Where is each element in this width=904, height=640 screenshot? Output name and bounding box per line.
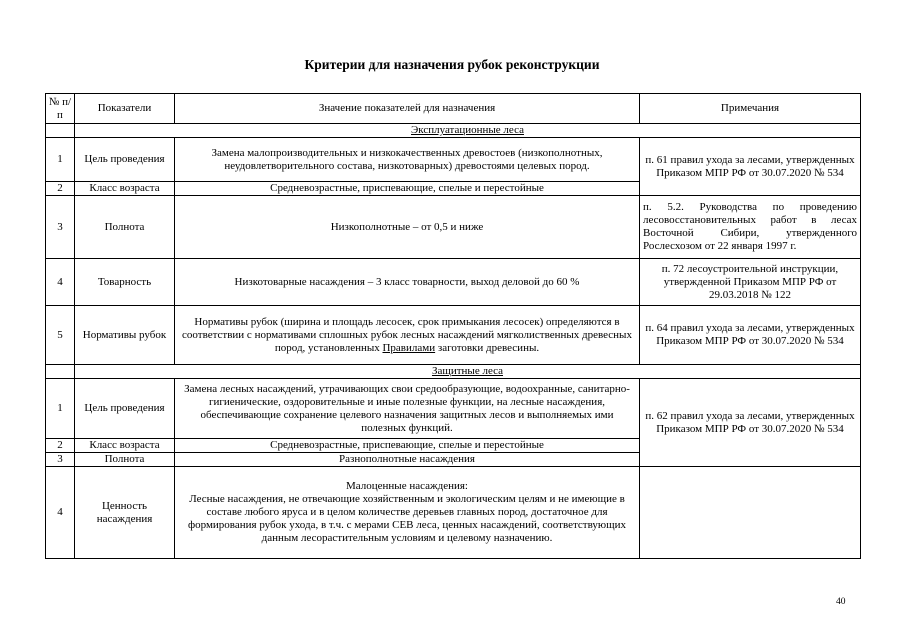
- row-indicator: Класс возраста: [75, 439, 175, 453]
- row-indicator: Цель проведения: [75, 379, 175, 439]
- row-num: 1: [46, 379, 75, 439]
- criteria-table: [45, 93, 861, 559]
- table-header-row: [46, 94, 861, 124]
- row-notes: п. 72 лесоустроительной инструкции, утвержденной Приказом МПР РФ от 29.03.2018 № 122: [640, 259, 861, 306]
- row-num: 5: [46, 306, 75, 365]
- table-row: [46, 259, 861, 306]
- section-row: [46, 365, 861, 379]
- table-row: [46, 196, 861, 259]
- row-value: Разнополнотные насаждения: [175, 453, 640, 467]
- row-num: 4: [46, 467, 75, 559]
- row-num: 1: [46, 138, 75, 182]
- row-notes-empty: [640, 467, 861, 559]
- value-text: Нормативы рубок (ширина и площадь лесосек, срок примыкания лесосек) определяются в соответствии с нормативами сплошных рубок лесных насаждений мягколиственных древесных пород, установленных: [182, 315, 632, 354]
- row-value: Замена малопроизводительных и низкокачественных древостоев (низкополнотных, неудовлетворительного состава, низкотоварных) древостоями целевых пород.: [175, 138, 640, 182]
- row-value: [175, 467, 640, 559]
- header-notes: Примечания: [640, 94, 861, 124]
- table-row: [46, 379, 861, 439]
- header-value: Значение показателей для назначения: [175, 94, 640, 124]
- header-num: № п/п: [46, 94, 75, 124]
- row-indicator: Нормативы рубок: [75, 306, 175, 365]
- row-value: Низкотоварные насаждения – 3 класс товарности, выход деловой до 60 %: [175, 259, 640, 306]
- section-title: Эксплуатационные леса: [75, 124, 861, 138]
- row-value: Замена лесных насаждений, утрачивающих свои средообразующие, водоохранные, санитарно-гигиенические, оздоровительные и иные полезные функции, на лесные насаждения, обеспечивающие сохранение целевого назначения защитных лесов и выполняемых ими полезных функций.: [175, 379, 640, 439]
- row-value: [175, 306, 640, 365]
- table-row: [46, 306, 861, 365]
- header-indicator: Показатели: [75, 94, 175, 124]
- row-num: 4: [46, 259, 75, 306]
- row-notes: п. 64 правил ухода за лесами, утвержденных Приказом МПР РФ от 30.07.2020 № 534: [640, 306, 861, 365]
- row-indicator: Полнота: [75, 196, 175, 259]
- value-heading: Малоценные насаждения:: [346, 480, 468, 492]
- section-title: Защитные леса: [75, 365, 861, 379]
- row-indicator: Полнота: [75, 453, 175, 467]
- page-number: 40: [836, 597, 846, 607]
- row-indicator: Цель проведения: [75, 138, 175, 182]
- row-value: Низкополнотные – от 0,5 и ниже: [175, 196, 640, 259]
- row-indicator: Ценность насаждения: [75, 467, 175, 559]
- row-value: Средневозрастные, приспевающие, спелые и перестойные: [175, 439, 640, 453]
- row-notes: п. 5.2. Руководства по проведению лесовосстановительных работ в лесах Восточной Сибири, утвержденного Рослесхозом от 22 января 1997 г.: [640, 196, 861, 259]
- section-row: [46, 124, 861, 138]
- row-notes: п. 62 правил ухода за лесами, утвержденных Приказом МПР РФ от 30.07.2020 № 534: [640, 379, 861, 467]
- page-title: Критерии для назначения рубок реконструкции: [304, 57, 600, 72]
- table-row: [46, 467, 861, 559]
- value-text: заготовки древесины.: [435, 341, 540, 354]
- row-value: Средневозрастные, приспевающие, спелые и перестойные: [175, 182, 640, 196]
- value-text: Лесные насаждения, не отвечающие хозяйственным и экологическим целям и не имеющие в составе любого яруса и в целом количестве деревьев главных пород, достаточное для формирования рубок ухода, в т.ч. с мерами СЕВ леса, ценных насаждений, соответствующих данным лесорастительным условиям и целевому назначению.: [188, 493, 626, 544]
- rules-link[interactable]: Правилами: [382, 341, 436, 354]
- row-num: 3: [46, 196, 75, 259]
- row-indicator: Класс возраста: [75, 182, 175, 196]
- row-num: 2: [46, 182, 75, 196]
- row-num: 2: [46, 439, 75, 453]
- table-row: [46, 138, 861, 182]
- row-indicator: Товарность: [75, 259, 175, 306]
- row-num: 3: [46, 453, 75, 467]
- row-notes: п. 61 правил ухода за лесами, утвержденных Приказом МПР РФ от 30.07.2020 № 534: [640, 138, 861, 196]
